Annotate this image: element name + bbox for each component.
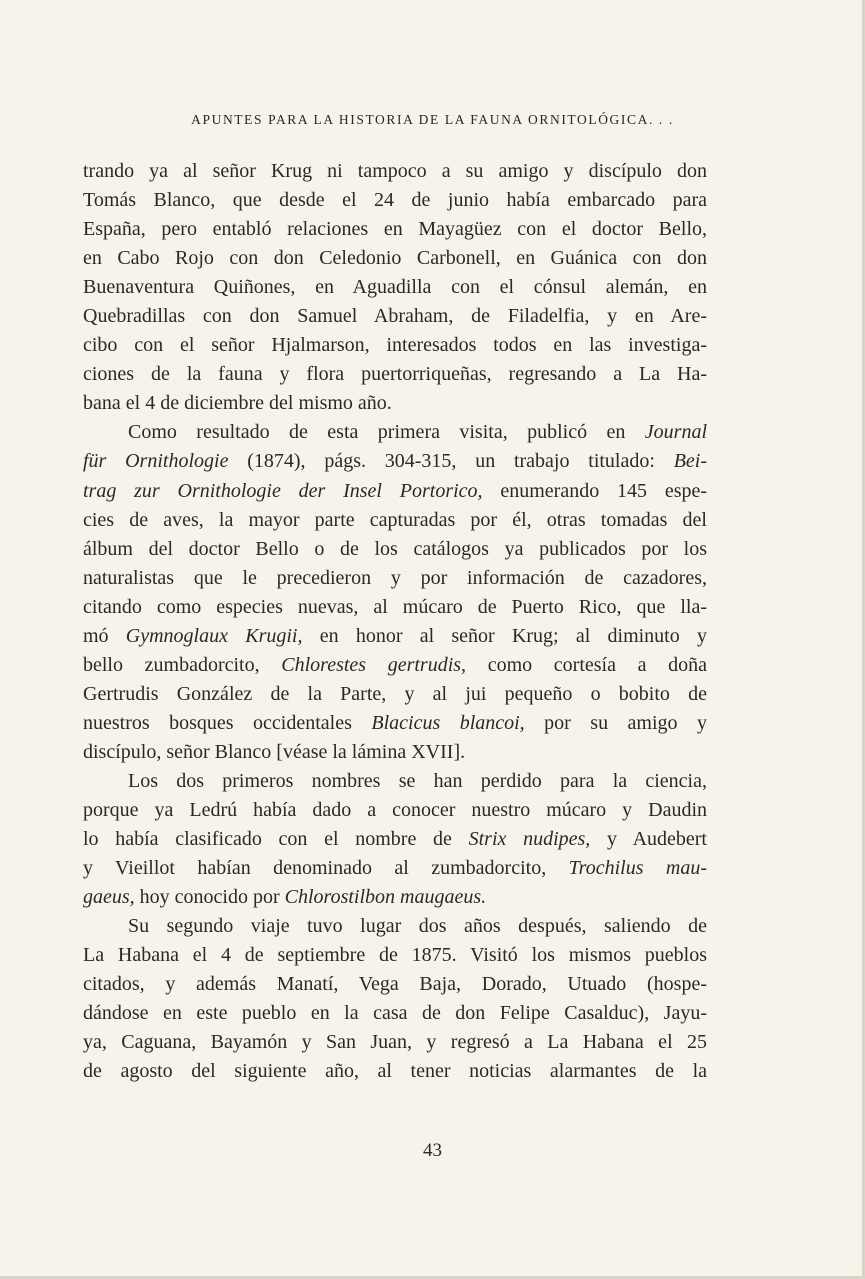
text-line [83, 273, 707, 302]
text-segment: y Audebert [590, 828, 707, 851]
text-line [83, 1028, 707, 1057]
text-line [83, 622, 707, 651]
text-line [83, 360, 707, 389]
italic-text: Chlorestes gertrudis, [281, 653, 467, 676]
text-line [83, 389, 707, 418]
text-line [83, 215, 707, 244]
text-segment: Los dos primeros nombres se han perdido para la ciencia, [128, 769, 707, 792]
italic-text: Bei- [673, 450, 708, 473]
italic-text: gaeus, [83, 886, 135, 909]
text-line [83, 1057, 707, 1086]
text-segment: lo había clasificado con el nombre de [83, 828, 469, 851]
text-line [83, 593, 707, 622]
text-line [83, 970, 707, 999]
text-segment: Quebradillas con don Samuel Abraham, de Filadelfia, y en Are- [83, 305, 707, 328]
text-segment: Como resultado de esta primera visita, publicó en [128, 421, 645, 444]
text-line [83, 564, 707, 593]
text-line [83, 912, 707, 941]
text-segment: álbum del doctor Bello o de los catálogos ya publicados por los [83, 537, 707, 560]
text-segment: España, pero entabló relaciones en Mayagüez con el doctor Bello, [83, 218, 707, 241]
text-segment: Buenaventura Quiñones, en Aguadilla con el cónsul alemán, en [83, 276, 707, 299]
text-line [83, 854, 707, 883]
text-line [83, 738, 707, 767]
running-header: APUNTES PARA LA HISTORIA DE LA FAUNA ORNITOLÓGICA. . . [191, 112, 674, 127]
text-segment: trando ya al señor Krug ni tampoco a su amigo y discípulo don [83, 160, 707, 182]
text-segment: en honor al señor Krug; al diminuto y [302, 624, 707, 647]
text-segment: bana el 4 de diciembre del mismo año. [83, 392, 392, 415]
text-segment: enumerando 145 espe- [482, 479, 708, 502]
text-line [83, 302, 707, 331]
text-line [83, 418, 707, 447]
text-segment: citados, y además Manatí, Vega Baja, Dorado, Utuado (hospe- [83, 973, 707, 996]
text-segment: de agosto del siguiente año, al tener noticias alarmantes de la [83, 1060, 707, 1083]
text-line [83, 941, 707, 970]
text-segment: ya, Caguana, Bayamón y San Juan, y regresó a La Habana el 25 [83, 1031, 707, 1054]
text-line [83, 680, 707, 709]
text-segment: por su amigo y [524, 711, 707, 734]
text-segment: porque ya Ledrú había dado a conocer nuestro múcaro y Daudin [83, 799, 707, 822]
text-segment: en Cabo Rojo con don Celedonio Carbonell, en Guánica con don [83, 247, 707, 270]
body-text [83, 157, 707, 1087]
text-segment: (1874), págs. 304-315, un trabajo titulado: [228, 450, 674, 473]
text-line [83, 506, 707, 535]
italic-text: Blacicus blancoi, [371, 711, 525, 734]
text-line [83, 331, 707, 360]
text-line [83, 999, 707, 1028]
text-line [83, 535, 707, 564]
text-line [83, 825, 707, 854]
text-segment: hoy conocido por [134, 886, 285, 909]
text-line [83, 477, 707, 506]
italic-text: trag zur Ornithologie der Insel Portorico, [83, 479, 483, 502]
text-line [83, 244, 707, 273]
text-segment: como cortesía a doña [466, 653, 708, 676]
text-segment: dándose en este pueblo en la casa de don Felipe Casalduc), Jayu- [83, 1002, 707, 1025]
text-line [83, 157, 707, 186]
text-line [83, 796, 707, 825]
text-line [83, 709, 707, 738]
text-line [83, 883, 707, 912]
text-segment: Tomás Blanco, que desde el 24 de junio había embarcado para [83, 189, 707, 212]
text-segment: La Habana el 4 de septiembre de 1875. Visitó los mismos pueblos [83, 944, 707, 967]
text-segment: ciones de la fauna y flora puertorriqueñas, regresando a La Ha- [83, 363, 707, 386]
italic-text: Gymnoglaux Krugii, [125, 624, 303, 647]
text-segment: citando como especies nuevas, al múcaro de Puerto Rico, que lla- [83, 595, 707, 618]
text-segment: Su segundo viaje tuvo lugar dos años después, saliendo de [128, 915, 707, 938]
italic-text: Chlorostilbon maugaeus. [284, 886, 487, 909]
text-segment: Gertrudis González de la Parte, y al jui pequeño o bobito de [83, 682, 707, 705]
italic-text: Strix nudipes, [468, 828, 591, 851]
text-segment: bello zumbadorcito, [83, 653, 282, 676]
italic-text: Journal [644, 421, 707, 444]
text-segment: nuestros bosques occidentales [83, 711, 372, 734]
text-line [83, 767, 707, 796]
italic-text: Trochilus mau- [568, 857, 707, 880]
page-number: 43 [423, 1140, 442, 1161]
text-segment: discípulo, señor Blanco [véase la lámina XVII]. [83, 740, 466, 763]
italic-text: für Ornithologie [83, 450, 229, 473]
text-line [83, 447, 707, 476]
text-segment: naturalistas que le precedieron y por información de cazadores, [83, 566, 707, 589]
text-line [83, 651, 707, 680]
text-segment: y Vieillot habían denominado al zumbadorcito, [83, 857, 569, 880]
text-segment: mó [83, 624, 126, 647]
text-segment: cibo con el señor Hjalmarson, interesados todos en las investiga- [83, 334, 707, 357]
text-segment: cies de aves, la mayor parte capturadas por él, otras tomadas del [83, 508, 707, 531]
text-line [83, 186, 707, 215]
